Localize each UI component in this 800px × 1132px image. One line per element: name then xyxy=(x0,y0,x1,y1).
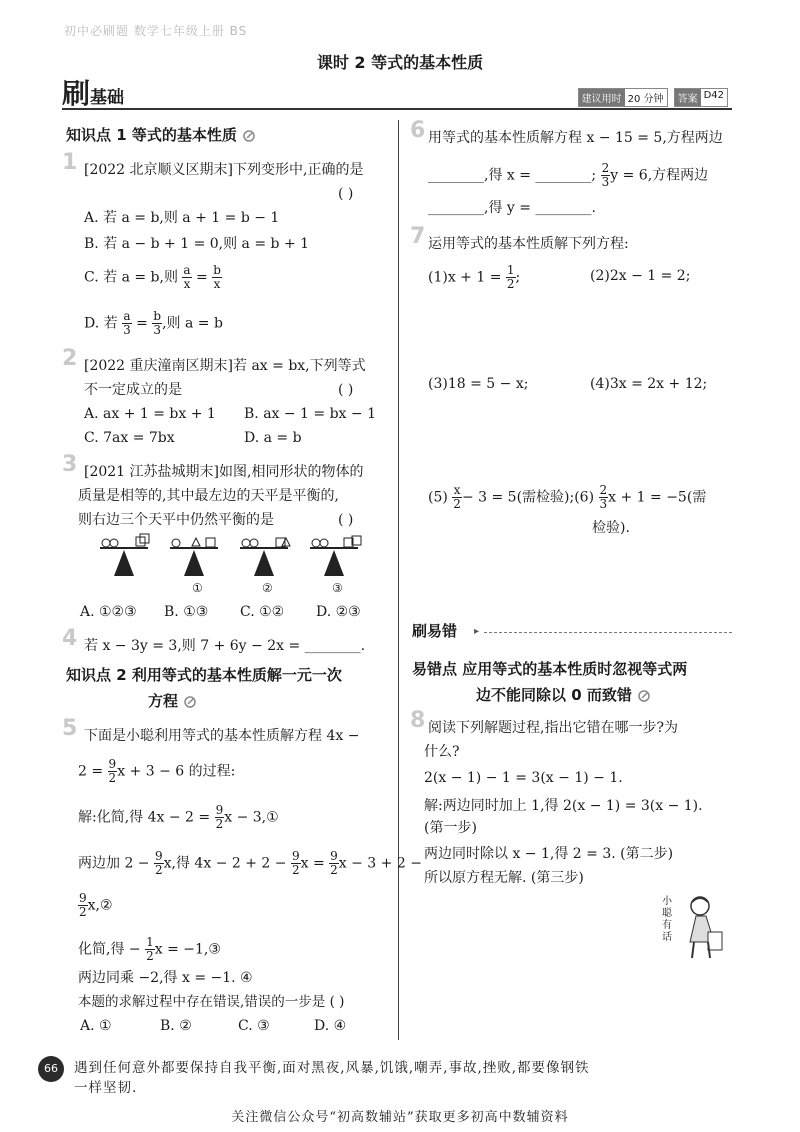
q6-line2: ________,得 x = ________; $\frac{2}{3}$ y = 6,方程两边 xyxy=(428,161,709,189)
q5-number: 5 xyxy=(62,716,78,741)
q8-line5: (第一步) xyxy=(424,820,477,836)
q5-option-a: A. ① xyxy=(80,1018,112,1034)
q3-answer-paren: ( ) xyxy=(338,512,354,528)
q5-line1: 下面是小聪利用等式的基本性质解方程 4x − xyxy=(84,728,360,744)
q5-step2: 两边加 2 − $\frac{9}{2}$ x,得 4x − 2 + 2 − $\frac{9}{2}$ x = $\frac{9}{2}$ x − 3 + 2 − xyxy=(78,849,422,877)
mascot-text: 小聪有话 xyxy=(662,896,672,943)
q3-option-c: C. ①② xyxy=(240,604,285,620)
q3-line3: 则右边三个天平中仍然平衡的是 xyxy=(78,512,274,528)
q5-question: 本题的求解过程中存在错误,错误的一步是 ( ) xyxy=(78,994,345,1010)
scale-label-3: ③ xyxy=(332,581,343,595)
footer-motto-line2: 一样坚韧. xyxy=(74,1080,138,1096)
q1-option-d: D. 若 $\frac{a}{3}$ = $\frac{b}{3}$ ,则 a = b xyxy=(84,309,223,337)
q7-part1: (1)x + 1 = $\frac{1}{2}$ ; xyxy=(428,263,521,291)
q1-option-b: B. 若 a − b + 1 = 0,则 a = b + 1 xyxy=(84,236,310,252)
q3-option-a: A. ①②③ xyxy=(80,604,137,620)
mascot-illustration xyxy=(660,892,730,962)
time-tag: 建议用时 20 分钟 xyxy=(578,88,668,107)
page-number: 66 xyxy=(38,1056,64,1082)
q8-line1: 阅读下列解题过程,指出它错在哪一步?为 xyxy=(428,720,678,736)
q7-number: 7 xyxy=(410,224,426,249)
q5-step3: 化简,得 − $\frac{1}{2}$ x = −1,③ xyxy=(78,935,221,963)
q3-option-b: B. ①③ xyxy=(164,604,209,620)
column-divider xyxy=(398,120,399,1040)
q5-step2-cont: $\frac{9}{2}$ x,② xyxy=(79,891,113,919)
q8-line7: 所以原方程无解. (第三步) xyxy=(424,870,584,886)
q3-option-d: D. ②③ xyxy=(316,604,361,620)
brand-small-text: 基础 xyxy=(90,88,125,108)
q7-part3: (3)18 = 5 − x; xyxy=(428,376,529,392)
pen-icon xyxy=(637,689,651,703)
q8-line3: 2(x − 1) − 1 = 3(x − 1) − 1. xyxy=(424,770,623,786)
q7-part4: (4)3x = 2x + 12; xyxy=(590,376,708,392)
q2-number: 2 xyxy=(62,346,78,371)
balance-scales-figure xyxy=(96,532,366,596)
balance-scale-3 xyxy=(310,536,361,576)
q8-number: 8 xyxy=(410,708,426,733)
wrong-section-title: 刷易错 xyxy=(412,622,458,640)
q1-stem: [2022 北京顺义区期末]下列变形中,正确的是 xyxy=(84,162,364,178)
q1-answer-paren: ( ) xyxy=(338,186,354,202)
pen-icon xyxy=(183,695,197,709)
q3-number: 3 xyxy=(62,452,78,477)
q2-stem2: 不一定成立的是 xyxy=(84,382,182,398)
q8-line4: 解:两边同时加上 1,得 2(x − 1) = 3(x − 1). xyxy=(424,798,703,814)
q2-option-b: B. ax − 1 = bx − 1 xyxy=(244,406,376,422)
q2-answer-paren: ( ) xyxy=(338,382,354,398)
q1-option-a: A. 若 a = b,则 a + 1 = b − 1 xyxy=(84,210,280,226)
q5-option-c: C. ③ xyxy=(238,1018,270,1034)
wrong-point-heading: 易错点 应用等式的基本性质时忽视等式两 xyxy=(412,660,688,678)
header-rule xyxy=(62,108,732,110)
q3-line1: [2021 江苏盐城期末]如图,相同形状的物体的 xyxy=(84,464,364,480)
q8-line2: 什么? xyxy=(424,744,460,760)
q5-option-b: B. ② xyxy=(160,1018,192,1034)
wrong-point-heading-cont: 边不能同除以 0 而致错 xyxy=(476,684,651,705)
q5-step1: 解:化简,得 4x − 2 = $\frac{9}{2}$ x − 3,① xyxy=(78,803,279,831)
q5-option-d: D. ④ xyxy=(314,1018,347,1034)
q7-part2: (2)2x − 1 = 2; xyxy=(590,268,691,284)
scale-label-1: ① xyxy=(192,581,203,595)
lesson-title: 课时 2 等式的基本性质 xyxy=(316,53,484,72)
series-header: 初中必刷题 数学七年级上册 BS xyxy=(64,24,248,38)
meta-tags xyxy=(578,88,728,107)
q5-line2: 2 = $\frac{9}{2}$ x + 3 − 6 的过程: xyxy=(78,757,236,785)
scale-label-2: ② xyxy=(262,581,273,595)
q1-option-c: C. 若 a = b,则 $\frac{a}{x}$ = $\frac{b}{x}$ xyxy=(84,263,221,291)
balance-scale-0 xyxy=(100,534,149,576)
q7-part6-cont: 检验). xyxy=(592,520,630,536)
q6-line1: 用等式的基本性质解方程 x − 15 = 5,方程两边 xyxy=(428,130,723,146)
q8-line6: 两边同时除以 x − 1,得 2 = 3. (第二步) xyxy=(424,846,674,862)
knowledge-point-1: 知识点 1 等式的基本性质 xyxy=(66,124,256,145)
q7-stem: 运用等式的基本性质解下列方程: xyxy=(428,236,629,252)
q6-line3: ________,得 y = ________. xyxy=(428,200,596,216)
brand-big-char: 刷 xyxy=(62,77,91,110)
q2-option-a: A. ax + 1 = bx + 1 xyxy=(84,406,216,422)
balance-scale-1 xyxy=(170,538,218,576)
footer-motto-line1: 遇到任何意外都要保持自我平衡,面对黑夜,风暴,饥饿,嘲弄,事故,挫败,都要像钢铁 xyxy=(74,1060,590,1076)
q3-line2: 质量是相等的,其中最左边的天平是平衡的, xyxy=(78,488,339,504)
pen-icon xyxy=(242,129,256,143)
q1-number: 1 xyxy=(62,150,78,175)
q4-text: 若 x − 3y = 3,则 7 + 6y − 2x = ________. xyxy=(84,638,366,654)
q2-option-c: C. 7ax = 7bx xyxy=(84,430,175,446)
q2-option-d: D. a = b xyxy=(244,430,302,446)
balance-scale-2 xyxy=(240,538,290,576)
q6-number: 6 xyxy=(410,118,426,143)
q4-number: 4 xyxy=(62,626,78,651)
answer-tag: 答案 D42 xyxy=(674,88,728,107)
q5-step4: 两边同乘 −2,得 x = −1. ④ xyxy=(78,970,253,986)
triangle-icon: ▸ xyxy=(474,626,480,637)
brand-section-label xyxy=(62,72,124,112)
q7-part5-6: (5) $\frac{x}{2}$ − 3 = 5(需检验);(6) $\frac{2}{3}$ x + 1 = −5(需 xyxy=(428,483,707,511)
wrong-section-rule xyxy=(484,632,732,633)
mascot-figure-icon xyxy=(678,892,728,962)
q2-stem: [2022 重庆潼南区期末]若 ax = bx,下列等式 xyxy=(84,358,366,374)
knowledge-point-2-cont: 方程 xyxy=(148,690,197,711)
bottom-note: 关注微信公众号“初高数辅站”获取更多初高中数辅资料 xyxy=(231,1110,569,1125)
knowledge-point-2: 知识点 2 利用等式的基本性质解一元一次 xyxy=(66,666,342,684)
